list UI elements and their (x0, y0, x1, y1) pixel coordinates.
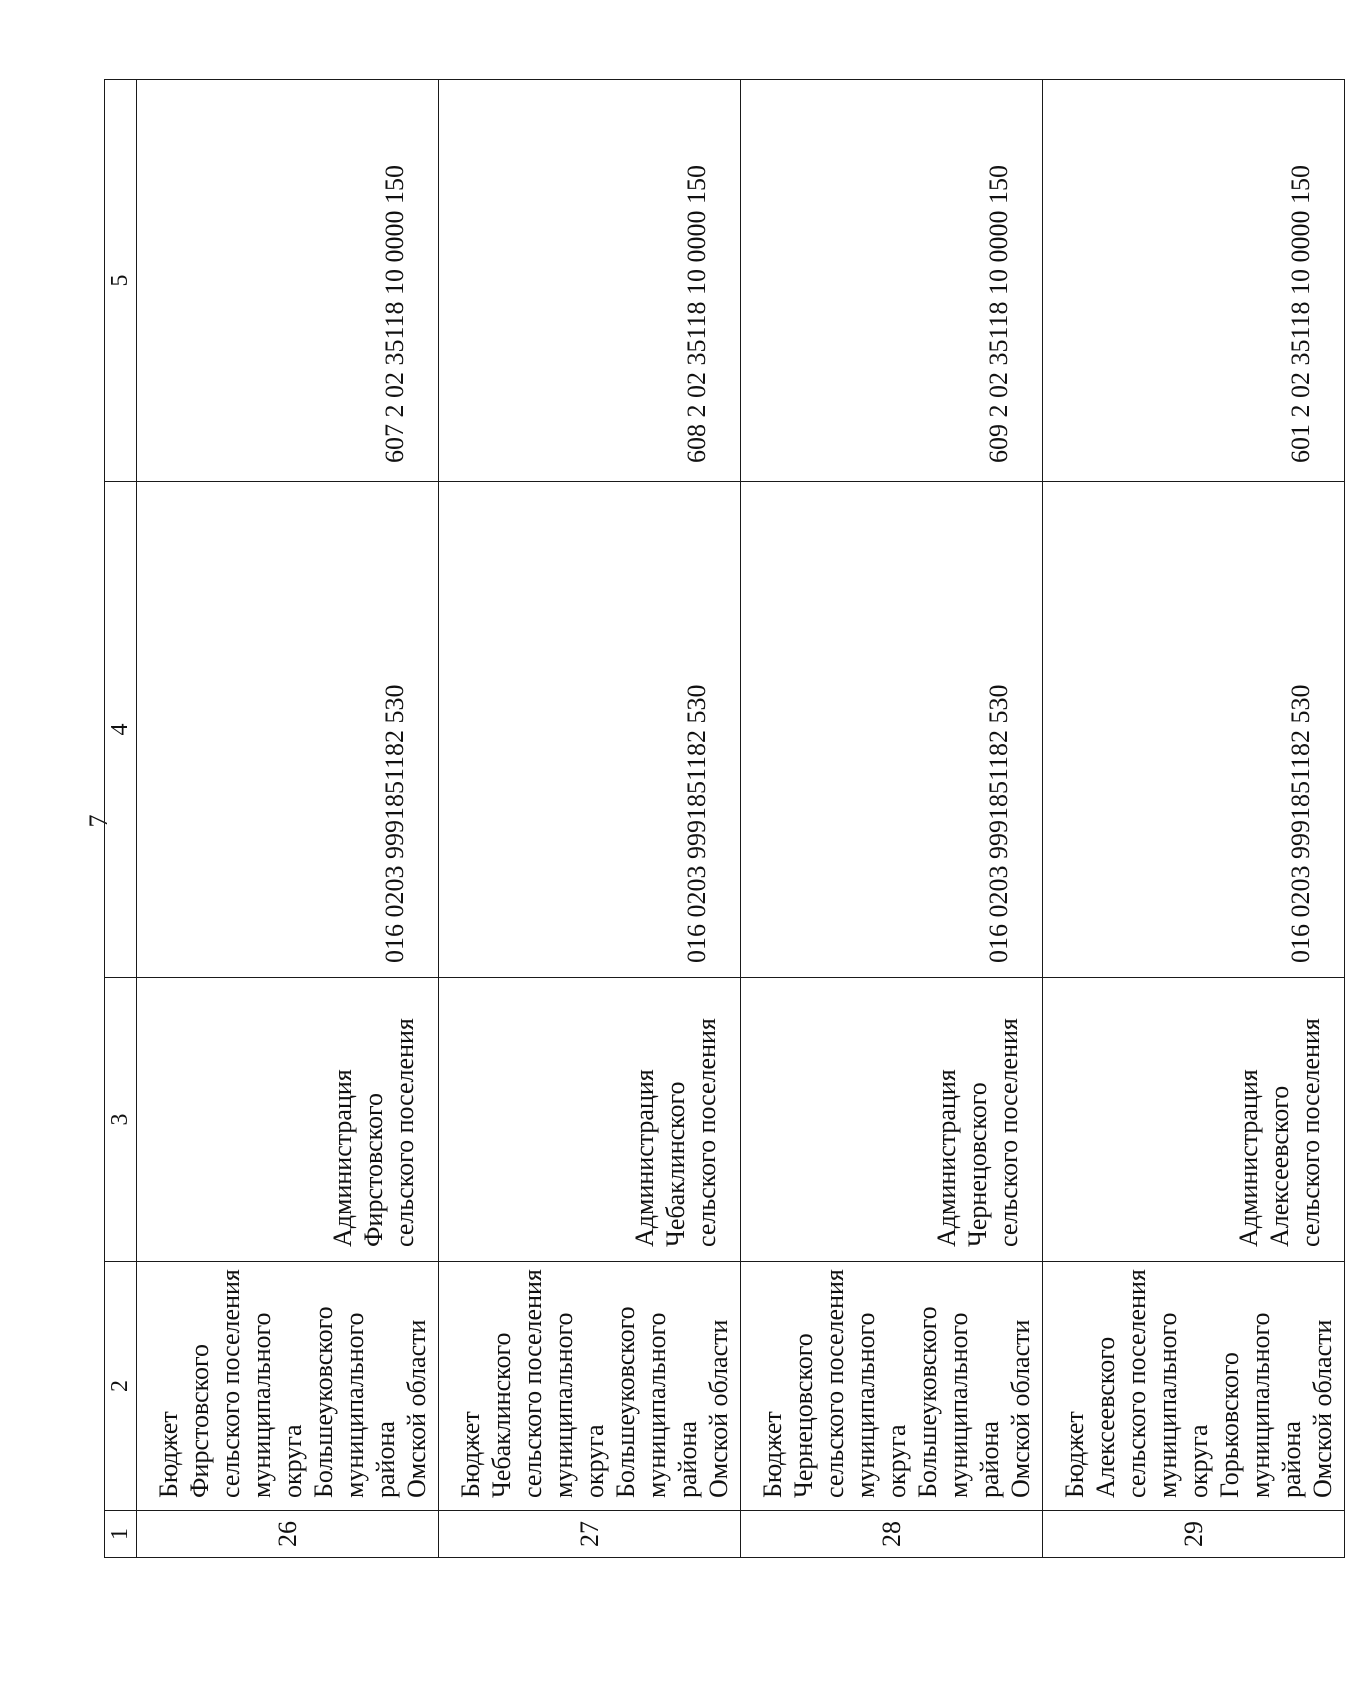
row-number: 28 (741, 1511, 1043, 1558)
budget-name-line: муниципального округа (549, 1312, 609, 1498)
administrator-line: Чернецовского (963, 1082, 992, 1247)
budget-name-line: сельского поселения (518, 1269, 547, 1498)
administrator-cell (741, 978, 1043, 1262)
table-row (137, 80, 439, 1558)
budget-name-cell (439, 1262, 741, 1511)
budget-name-line: Большеуковского (913, 1306, 942, 1498)
budget-name-line: Омской области (704, 1319, 733, 1498)
revenue-code-cell: 607 2 02 35118 10 0000 150 (137, 80, 439, 482)
administrator-cell (137, 978, 439, 1262)
budget-name-line: муниципального округа (851, 1312, 911, 1498)
column-header: 2 (105, 1262, 137, 1511)
budget-name-line: Большеуковского (309, 1306, 338, 1498)
revenue-code-cell: 608 2 02 35118 10 0000 150 (439, 80, 741, 482)
administrator-cell (1043, 978, 1345, 1262)
administrator-cell (439, 978, 741, 1262)
expense-code-cell: 016 0203 9991851182 530 (741, 482, 1043, 978)
column-header: 1 (105, 1511, 137, 1558)
column-number-row (105, 80, 137, 1558)
column-header: 5 (105, 80, 137, 482)
budget-name-line: Омской области (402, 1319, 431, 1498)
administrator-line: сельского поселения (692, 1018, 721, 1247)
expense-code-cell: 016 0203 9991851182 530 (439, 482, 741, 978)
column-header: 4 (105, 482, 137, 978)
budget-name-line: Бюджет Чернецовского (758, 1333, 818, 1498)
budget-name-line: Омской области (1308, 1319, 1337, 1498)
row-number: 26 (137, 1511, 439, 1558)
row-number: 27 (439, 1511, 741, 1558)
budget-name-line: сельского поселения (1122, 1269, 1151, 1498)
page-number: 7 (84, 814, 113, 828)
budget-name-cell (741, 1262, 1043, 1511)
table-row (1043, 80, 1345, 1558)
budget-name-line: Бюджет Алексеевского (1060, 1336, 1120, 1498)
budget-name-line: муниципального округа (247, 1312, 307, 1498)
budget-name-line: муниципального района (1246, 1312, 1306, 1498)
budget-name-line: сельского поселения (820, 1269, 849, 1498)
expense-code-cell: 016 0203 9991851182 530 (1043, 482, 1345, 978)
administrator-line: Администрация (932, 1069, 961, 1247)
budget-name-line: Горьковского (1215, 1352, 1244, 1498)
budget-name-line: сельского поселения (216, 1269, 245, 1498)
budget-name-line: Бюджет Чебаклинского (456, 1332, 516, 1498)
revenue-code-cell: 601 2 02 35118 10 0000 150 (1043, 80, 1345, 482)
table-row (741, 80, 1043, 1558)
column-header: 3 (105, 978, 137, 1262)
budget-name-cell (137, 1262, 439, 1511)
document-sheet (104, 80, 1337, 1558)
administrator-line: Алексеевского (1265, 1085, 1294, 1247)
budget-table (104, 79, 1345, 1558)
administrator-line: сельского поселения (390, 1018, 419, 1247)
budget-name-line: муниципального района (642, 1312, 702, 1498)
administrator-line: Чебаклинского (661, 1081, 690, 1247)
administrator-line: сельского поселения (1296, 1018, 1325, 1247)
row-number: 29 (1043, 1511, 1345, 1558)
budget-name-line: Большеуковского (611, 1306, 640, 1498)
administrator-line: Администрация (328, 1069, 357, 1247)
administrator-line: Администрация (1234, 1069, 1263, 1247)
budget-name-line: муниципального района (944, 1312, 1004, 1498)
administrator-line: Администрация (630, 1069, 659, 1247)
expense-code-cell: 016 0203 9991851182 530 (137, 482, 439, 978)
administrator-line: Фирстовского (359, 1092, 388, 1247)
budget-name-cell (1043, 1262, 1345, 1511)
budget-name-line: муниципального округа (1153, 1312, 1213, 1498)
administrator-line: сельского поселения (994, 1018, 1023, 1247)
budget-name-line: Омской области (1006, 1319, 1035, 1498)
revenue-code-cell: 609 2 02 35118 10 0000 150 (741, 80, 1043, 482)
budget-name-line: муниципального района (340, 1312, 400, 1498)
budget-name-line: Бюджет Фирстовского (154, 1343, 214, 1498)
table-row (439, 80, 741, 1558)
